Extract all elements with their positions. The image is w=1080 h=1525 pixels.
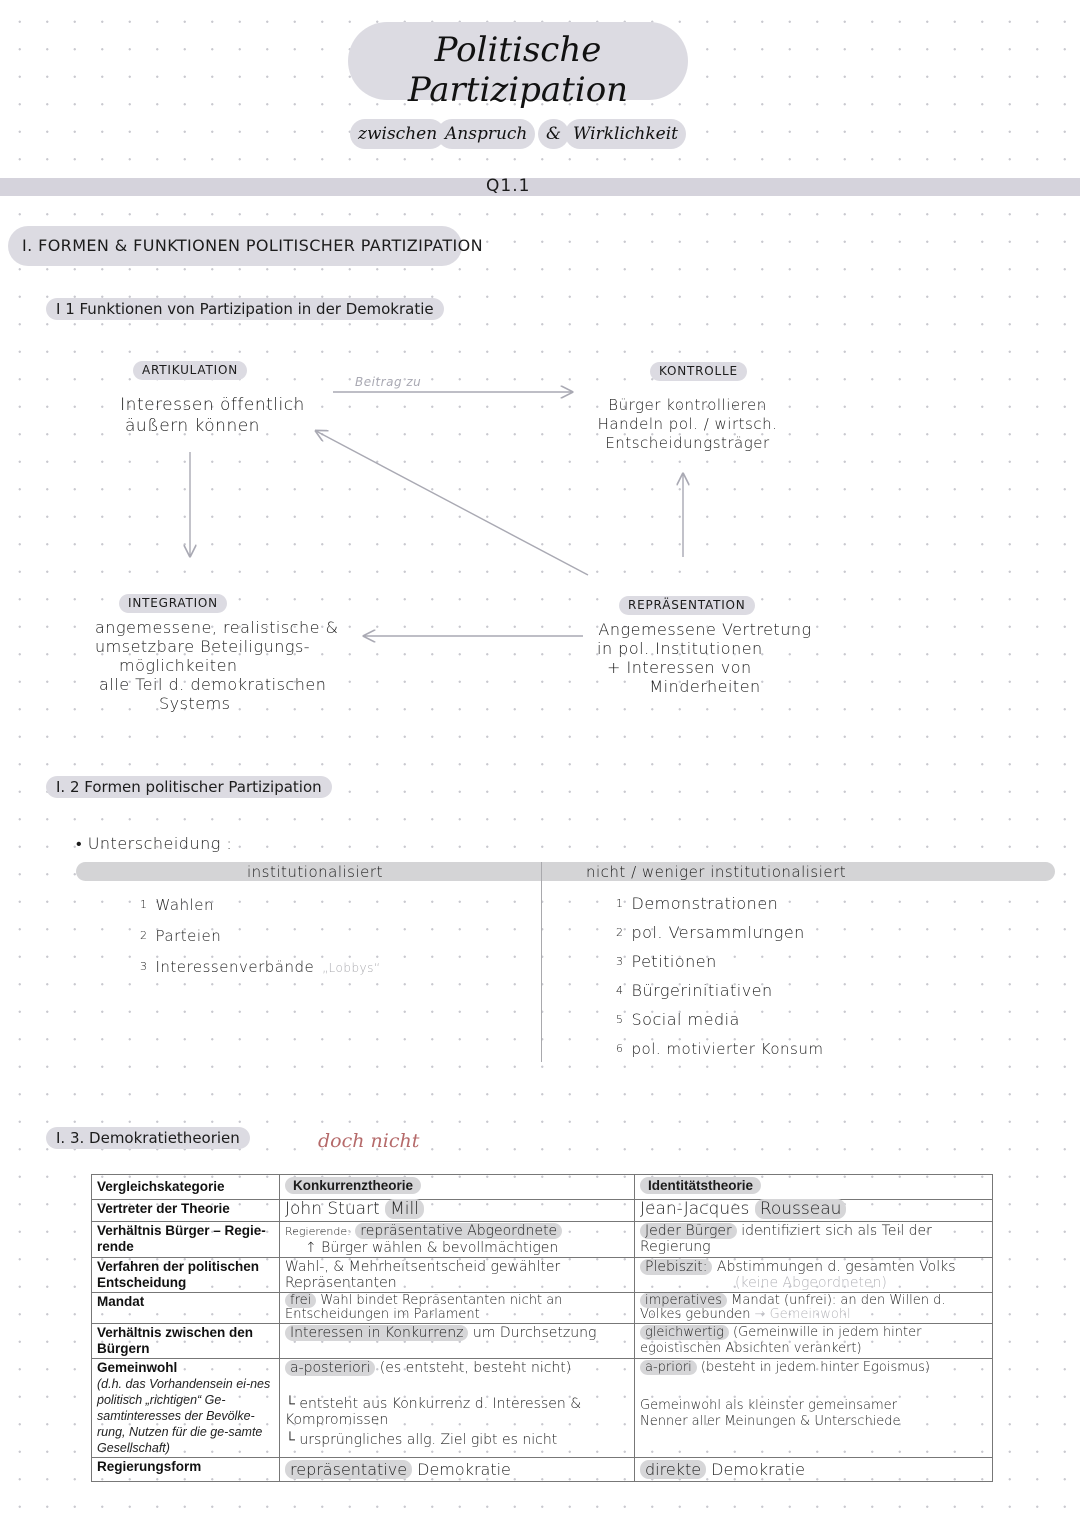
subsection-heading-forms: I. 2 Formen politischer Partizipation [46,776,332,798]
item-text: pol. Versammlungen [631,923,805,942]
item-number: 5 [616,1013,624,1026]
item-number: 1 [616,897,624,910]
node-line: möglichkeiten [119,656,238,675]
table-row [92,1258,993,1293]
cell-faint-note: (keine Abgeordneten) [735,1275,887,1291]
identitaet-cell [635,1258,993,1293]
category-label: Gemeinwohl [97,1360,178,1375]
identitaet-cell [635,1200,993,1222]
table-row [92,1458,993,1482]
header-cell: Vergleichskategorie [92,1175,280,1200]
header-cell [635,1175,993,1200]
column-heading-institutionalized: institutionalisiert [247,863,383,881]
list-item [140,895,381,926]
list-item [616,1039,823,1068]
konkurrenz-cell [280,1324,635,1359]
margin-annotation: doch nicht [318,1130,420,1152]
cell-highlight: a-priori [640,1360,697,1375]
cell-highlight: gleichwertig [640,1325,729,1340]
item-text: Parteien [155,927,222,945]
cell-text: Demokratie [417,1460,511,1479]
item-note: „Lobbys“ [322,961,381,975]
list-item [616,1010,823,1039]
node-line: äußern können [125,416,260,436]
item-text: Wahlen [155,896,214,914]
item-text: Social media [631,1010,740,1029]
cell-text: Abstimmungen d. gesamten Volks [716,1259,956,1275]
item-number: 6 [616,1042,624,1055]
cell-text: Wahl bindet Repräsentanten nicht an Entscheidungen im Parlament [285,1293,563,1322]
konkurrenz-cell [280,1359,635,1458]
cell-highlight: frei [285,1293,316,1308]
cell-sub-point: └ entsteht aus Konkurrenz d. Interessen & Kompromissen [285,1396,582,1428]
node-line: in pol. Institutionen [597,639,763,658]
item-text: Interessenverbände [155,958,315,976]
konkurrenz-cell [280,1200,635,1222]
node-text-repraesentation [585,620,825,696]
table-row [92,1200,993,1222]
konkurrenz-cell [280,1458,635,1482]
subtitle-word: & [538,119,569,149]
page-title: Politische Partizipation [407,30,629,110]
node-line: Entscheidungsträger [605,434,770,452]
identitaet-cell [635,1293,993,1324]
node-text-artikulation [95,395,330,437]
cell-highlight: Interessen in Konkurrenz [285,1325,468,1341]
forms-column-divider [541,862,542,1062]
list-item [140,957,381,988]
cell-text: (besteht in jedem hinter Egoismus) [700,1360,930,1375]
node-line: Handeln pol. / wirtsch. [597,415,778,433]
comparison-table [91,1174,993,1482]
item-number: 3 [140,960,148,973]
cell-highlight: Jeder Bürger [640,1223,737,1239]
cell-highlight: Rousseau [755,1199,847,1219]
cell-text: John Stuart [285,1199,380,1219]
list-item [616,923,823,952]
item-number: 2 [616,926,624,939]
identitaet-cell [635,1324,993,1359]
identitaet-cell [635,1359,993,1458]
category-cell: Mandat [92,1293,280,1324]
cell-highlight: direkte [640,1460,706,1479]
item-text: Bürgerinitiativen [631,981,773,1000]
node-text-integration [95,618,385,713]
cell-text: Demokratie [711,1460,805,1479]
cell-sub-point: └ ursprüngliches allg. Ziel gibt es nicht [285,1432,558,1448]
table-row [92,1293,993,1324]
list-item [616,894,823,923]
table-header-row [92,1175,993,1200]
subtitle-word: Wirklichkeit [565,119,686,149]
table-row [92,1222,993,1258]
list-item [616,952,823,981]
column-heading-non-institutionalized: nicht / weniger institutionalisiert [586,863,847,881]
list-item [616,981,823,1010]
subsection-heading-theories: I. 3. Demokratietheorien [46,1127,250,1149]
konkurrenz-cell [280,1222,635,1258]
node-line: alle Teil d. demokratischen [99,675,327,694]
node-label-artikulation: ARTIKULATION [133,361,247,380]
header-cell [280,1175,635,1200]
item-text: pol. motivierter Konsum [631,1040,824,1058]
identitaet-cell [635,1458,993,1482]
node-line: angemessene, realistische & [95,618,339,637]
header-label: Identitätstheorie [640,1177,761,1194]
item-text: Petitionen [631,952,717,971]
node-line: Minderheiten [649,677,761,696]
table-row [92,1324,993,1359]
cell-highlight: Mill [385,1199,424,1219]
node-line: Angemessene Vertretung [598,620,812,639]
node-line: umsetzbare Beteiligungs- [95,637,311,656]
node-line: Bürger kontrollieren [608,396,767,414]
cell-highlight: a-posteriori [285,1360,375,1376]
konkurrenz-cell [280,1293,635,1324]
node-line: + Interessen von [607,658,752,677]
subtitle-word: Anspruch [437,119,535,149]
course-band [0,178,1080,196]
cell-text: Mandat (unfrei): an den Willen d. Volkes gebunden [640,1293,946,1322]
list-non-institutionalized [616,894,823,1068]
item-text: Demonstrationen [631,894,779,913]
course-code: Q1.1 [486,176,531,196]
cell-text: identifiziert sich als Teil der Regierung [640,1223,932,1255]
cell-text: ↑ Bürger wählen & bevollmächtigen [305,1240,559,1256]
node-label-integration: INTEGRATION [119,594,227,613]
list-institutionalized [140,895,381,988]
category-cell [92,1359,280,1458]
item-number: 3 [616,955,624,968]
subsection-heading-functions: I 1 Funktionen von Partizipation in der Demokratie [46,298,444,320]
section-heading: I. FORMEN & FUNKTIONEN POLITISCHER PARTIZIPATION [22,236,484,255]
category-note: (d.h. das Vorhandensein ei-nes politisch „richtigen“ Ge-samtinteresses der Bevölke-rung, Nutzen für die ge-samte Gesellschaft) [97,1377,271,1455]
node-line: Systems [159,694,231,713]
cell-text: um Durchsetzung [472,1325,597,1341]
table-row [92,1359,993,1458]
cell-highlight: imperatives [640,1293,727,1308]
konkurrenz-cell: Wahl-, & Mehrheitsentscheid gewählter Repräsentanten [280,1258,635,1293]
item-number: 1 [140,898,148,911]
cell-text: (Gemeinwille in jedem hinter egoistischen Absichten verankert) [640,1325,922,1356]
forms-header-bar [76,862,1055,881]
category-cell: Verfahren der politischen Entscheidung [92,1258,280,1293]
header-label: Konkurrenztheorie [285,1177,421,1194]
identitaet-cell [635,1222,993,1258]
category-cell: Verhältnis Bürger – Regie-rende [92,1222,280,1258]
category-cell: Vertreter der Theorie [92,1200,280,1222]
node-label-kontrolle: KONTROLLE [650,362,747,381]
item-number: 4 [616,984,624,997]
list-item [140,926,381,957]
category-cell: Verhältnis zwischen den Bürgern [92,1324,280,1359]
cell-sub-point: Gemeinwohl als kleinster gemeinsamer Nenner aller Meinungen & Unterschiede [640,1398,901,1429]
node-label-repraesentation: REPRÄSENTATION [619,596,755,615]
cell-faint-note: → Gemeinwohl [754,1307,851,1322]
cell-highlight: Plebiszit: [640,1259,712,1275]
edge-label: Beitrag zu [355,375,422,389]
forms-intro: • Unterscheidung : [76,834,233,853]
category-cell: Regierungsform [92,1458,280,1482]
subtitle-word: zwischen [350,119,445,149]
node-line: Interessen öffentlich [120,395,305,415]
cell-highlight: repräsentative Abgeordnete [355,1223,562,1239]
cell-text: Jean-Jacques [640,1199,750,1219]
cell-highlight: repräsentative [285,1460,412,1479]
node-text-kontrolle [580,396,795,453]
cell-text: Regierende: [285,1225,351,1238]
item-number: 2 [140,929,148,942]
cell-text: (es entsteht, besteht nicht) [379,1360,572,1376]
